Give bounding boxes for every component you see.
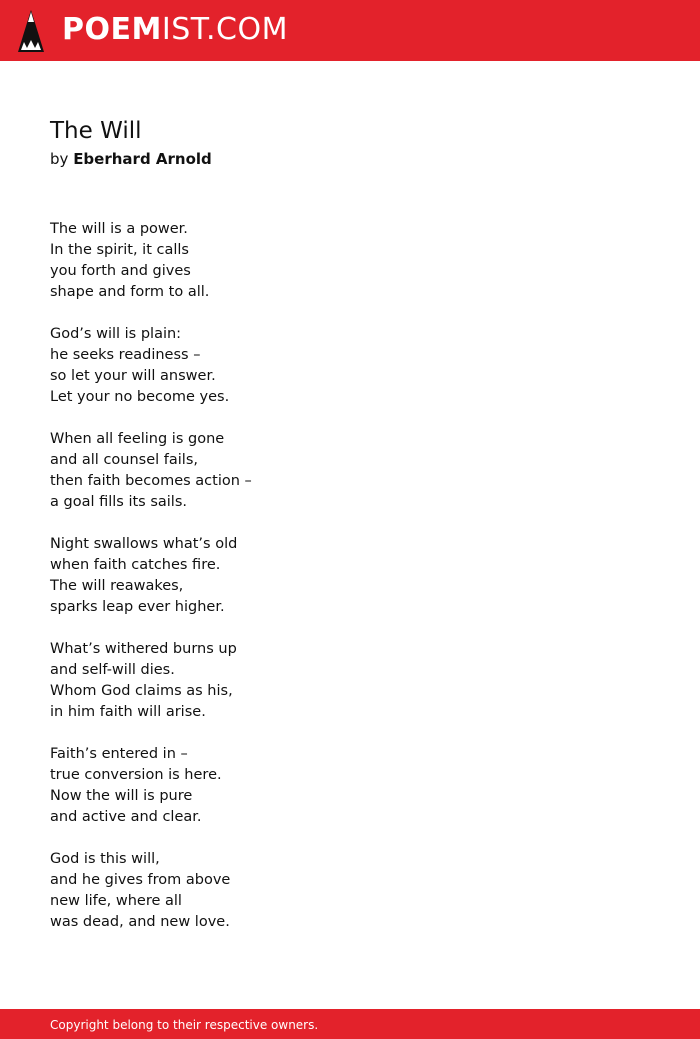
poem-author: Eberhard Arnold [73, 150, 212, 168]
poem-byline [50, 149, 212, 169]
brand-light-text: IST.COM [161, 12, 288, 47]
poem-line: God is this will, [50, 851, 160, 867]
poem-stanza [50, 639, 450, 723]
poem-line: and he gives from above [50, 872, 231, 888]
poem-stanza [50, 849, 450, 933]
byline-label: by [50, 150, 69, 168]
poem-line: Now the will is pure [50, 788, 193, 804]
poem-body [50, 219, 450, 954]
poem-line: In the spirit, it calls [50, 242, 189, 258]
poem-line: and all counsel fails, [50, 452, 198, 468]
poem-line: The will is a power. [50, 221, 188, 237]
poem-line: then faith becomes action – [50, 473, 252, 489]
poem-line: he seeks readiness – [50, 347, 201, 363]
poem-line: true conversion is here. [50, 767, 222, 783]
poem-title: The Will [50, 118, 142, 144]
poem-line: you forth and gives [50, 263, 191, 279]
poem-line: Let your no become yes. [50, 389, 230, 405]
copyright-notice: Copyright belong to their respective owners. [50, 1018, 319, 1032]
poem-line: new life, where all [50, 893, 182, 909]
poem-line: so let your will answer. [50, 368, 216, 384]
poem-stanza [50, 744, 450, 828]
poem-line: sparks leap ever higher. [50, 599, 225, 615]
poem-line: Night swallows what’s old [50, 536, 238, 552]
poem-line: God’s will is plain: [50, 326, 182, 342]
poem-line: Faith’s entered in – [50, 746, 188, 762]
poem-line: when faith catches fire. [50, 557, 221, 573]
poem-line: and active and clear. [50, 809, 202, 825]
poem-line: When all feeling is gone [50, 431, 225, 447]
poem-line: in him faith will arise. [50, 704, 206, 720]
poem-stanza [50, 219, 450, 303]
poem-stanza [50, 534, 450, 618]
pencil-icon[interactable] [18, 10, 44, 52]
brand-bold-text: POEM [62, 12, 162, 47]
poem-line: What’s withered burns up [50, 641, 237, 657]
site-header [0, 0, 700, 61]
poem-line: The will reawakes, [50, 578, 184, 594]
poem-stanza [50, 429, 450, 513]
poem-line: a goal fills its sails. [50, 494, 187, 510]
poem-stanza [50, 324, 450, 408]
poem-line: was dead, and new love. [50, 914, 230, 930]
poem-line: Whom God claims as his, [50, 683, 233, 699]
site-footer [0, 1009, 700, 1039]
site-brand-link[interactable] [62, 12, 288, 48]
poem-line: shape and form to all. [50, 284, 210, 300]
poem-line: and self-will dies. [50, 662, 175, 678]
